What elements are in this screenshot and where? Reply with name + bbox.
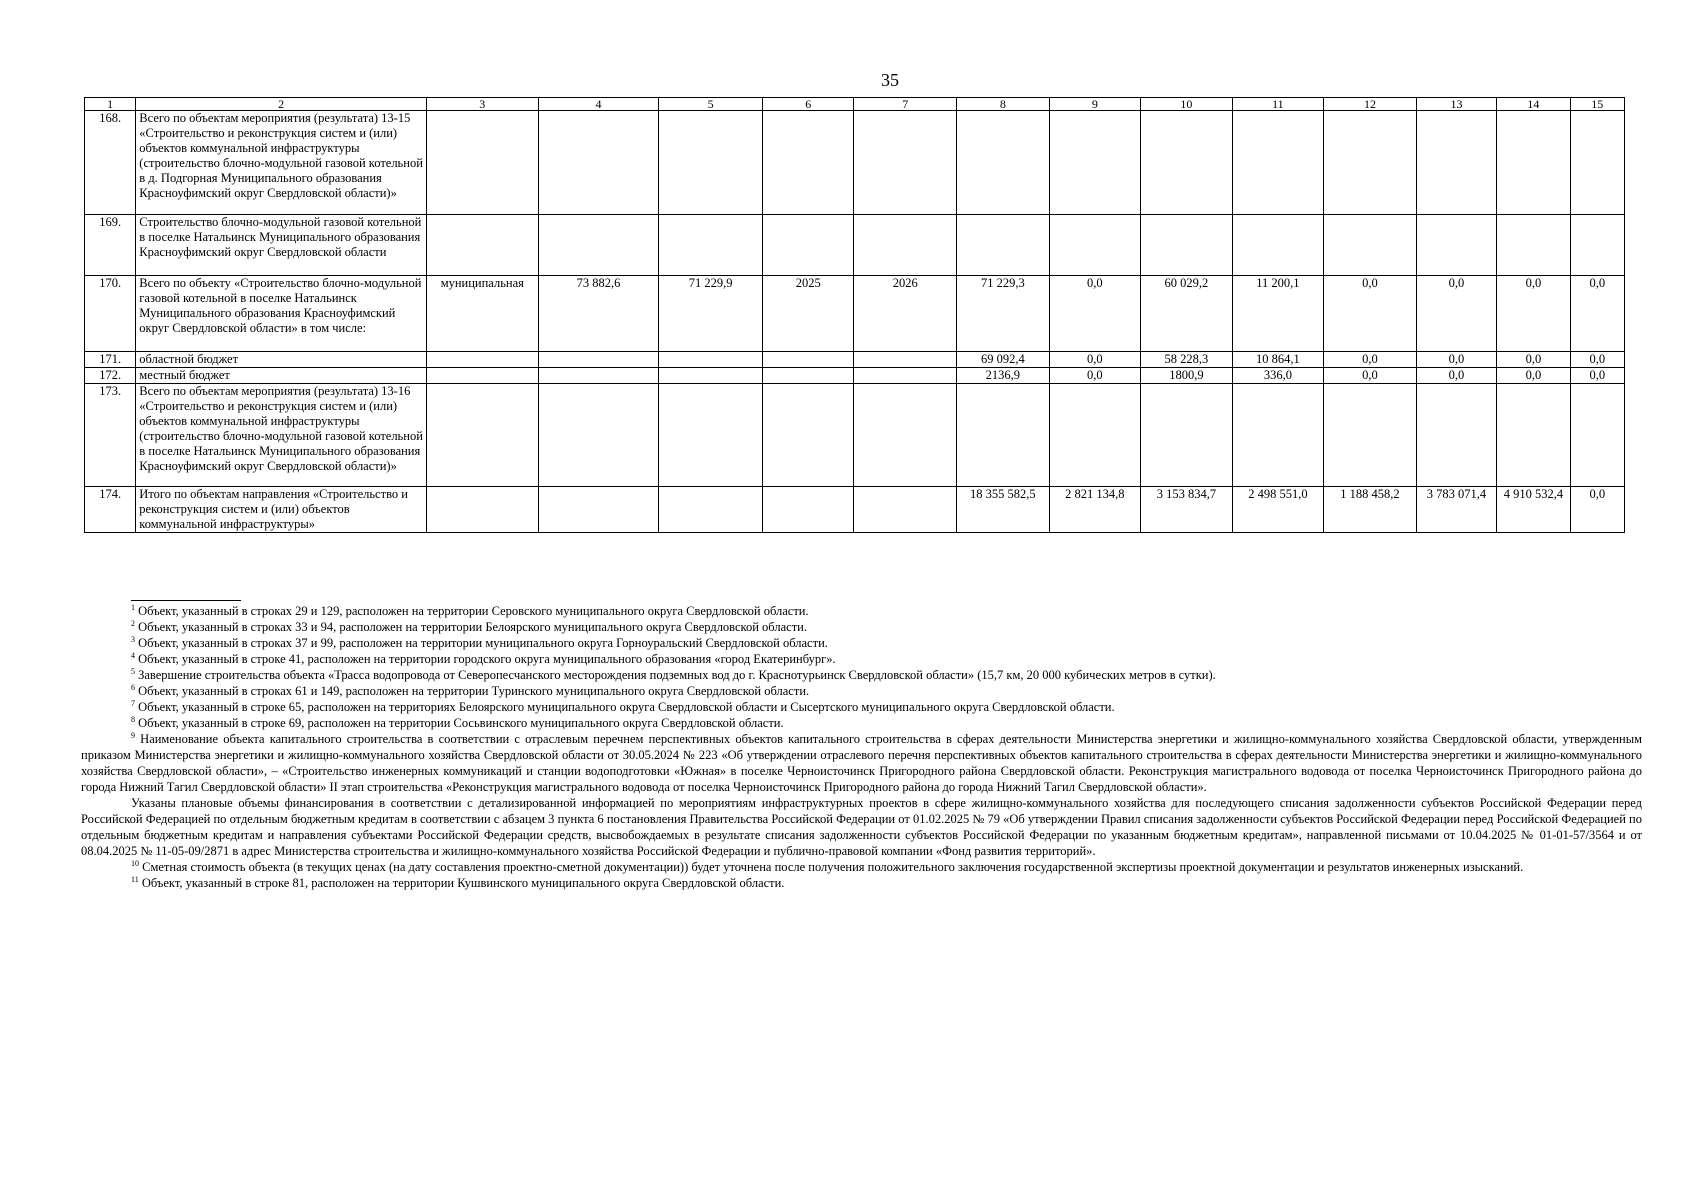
footnote [81,875,1642,891]
footnote [81,731,1642,795]
footnote-mark: 6 [131,682,135,692]
cell-col-13: 0,0 [1416,352,1496,368]
cell-col-10 [1141,384,1233,487]
cell-col-3 [426,215,538,276]
column-header-6: 6 [762,98,854,111]
footnote-text: Сметная стоимость объекта (в текущих ценах (на дату составления проектно-сметной документации)) будет уточнена после получения положительного заключения государственной экспертизы проектной документации и результатов инженерных изысканий. [142,860,1524,874]
cell-col-12 [1324,384,1417,487]
cell-col-6 [762,487,854,533]
cell-col-8 [957,215,1050,276]
cell-col-15: 0,0 [1570,276,1624,352]
footnote-mark: 4 [131,650,135,660]
cell-col-13 [1416,111,1496,215]
cell-col-9 [1049,215,1141,276]
cell-col-6 [762,384,854,487]
column-header-13: 13 [1416,98,1496,111]
cell-col-11: 11 200,1 [1232,276,1324,352]
cell-col-11: 10 864,1 [1232,352,1324,368]
column-header-15: 15 [1570,98,1624,111]
row-number: 170. [85,276,136,352]
cell-col-14: 0,0 [1497,368,1570,384]
cell-col-6 [762,111,854,215]
row-number: 168. [85,111,136,215]
cell-col-14 [1497,215,1570,276]
cell-col-7 [854,487,957,533]
cell-col-12 [1324,111,1417,215]
footnote [81,859,1642,875]
footnote [81,619,1642,635]
cell-col-7 [854,111,957,215]
column-header-3: 3 [426,98,538,111]
cell-col-14 [1497,384,1570,487]
row-number: 174. [85,487,136,533]
cell-col-10: 1800,9 [1141,368,1233,384]
footnote-mark: 8 [131,714,135,724]
row-number: 173. [85,384,136,487]
cell-col-13: 0,0 [1416,368,1496,384]
footnote [81,651,1642,667]
table-row [85,276,1625,352]
row-name: Всего по объектам мероприятия (результата) 13-16 «Строительство и реконструкция систем и (или) объектов коммунальной инфраструктуры (строительство блочно-модульной газовой котельной в поселке Натальинск Муниципального образования Красноуфимский округ Свердловской области)» [136,384,427,487]
column-header-12: 12 [1324,98,1417,111]
footnote-text: Объект, указанный в строках 33 и 94, расположен на территории Белоярского муниципального округа Свердловской области. [138,620,807,634]
footnote-text: Объект, указанный в строках 61 и 149, расположен на территории Туринского муниципального округа Свердловской области. [138,684,810,698]
cell-col-14: 0,0 [1497,352,1570,368]
cell-col-10: 3 153 834,7 [1141,487,1233,533]
column-header-7: 7 [854,98,957,111]
cell-col-8 [957,111,1050,215]
cell-col-12: 1 188 458,2 [1324,487,1417,533]
cell-col-3 [426,352,538,368]
row-name: местный бюджет [136,368,427,384]
cell-col-3 [426,487,538,533]
cell-col-11 [1232,111,1324,215]
cell-col-7 [854,384,957,487]
cell-col-8: 69 092,4 [957,352,1050,368]
footnotes [81,600,1642,891]
cell-col-9 [1049,384,1141,487]
row-name: Всего по объекту «Строительство блочно-модульной газовой котельной в поселке Натальинск Муниципального образования Красноуфимский округ Свердловской области» в том числе: [136,276,427,352]
footnote-mark: 9 [131,730,135,740]
cell-col-4 [538,368,659,384]
footnote-mark: 7 [131,698,135,708]
footnote [81,635,1642,651]
footnote-text: Объект, указанный в строке 81, расположен на территории Кушвинского муниципального округа Свердловской области. [141,876,785,890]
footnote-mark: 1 [131,602,135,612]
footnote-text: Объект, указанный в строках 29 и 129, расположен на территории Серовского муниципального округа Свердловской области. [138,604,809,618]
table-row [85,352,1625,368]
cell-col-8 [957,384,1050,487]
column-header-5: 5 [659,98,763,111]
footnote-mark: 2 [131,618,135,628]
footnote [81,795,1642,859]
cell-col-3: муниципальная [426,276,538,352]
table-row [85,215,1625,276]
cell-col-10 [1141,215,1233,276]
footnote [81,603,1642,619]
table-row [85,487,1625,533]
cell-col-11 [1232,215,1324,276]
column-header-9: 9 [1049,98,1141,111]
cell-col-9: 2 821 134,8 [1049,487,1141,533]
footnote-text: Объект, указанный в строке 69, расположен на территории Сосьвинского муниципального округа Свердловской области. [138,716,784,730]
table-row [85,111,1625,215]
footnote-text: Объект, указанный в строке 41, расположен на территории городского округа муниципального образования «город Екатеринбург». [138,652,836,666]
footnote-text: Указаны плановые объемы финансирования в соответствии с детализированной информацией по мероприятиям инфраструктурных проектов в сфере жилищно-коммунального хозяйства для последующего списания задолженности субъектов Российской Федерации перед Российской Федерацией по отдельным бюджетным кредитам в соответствии с абзацем 3 пункта 6 постановления Правительства Российской Федерации от 01.02.2025 № 79 «Об утверждении Правил списания задолженности субъектов Российской Федерации перед Российской Федерацией по отдельным бюджетным кредитам и направления субъектами Российской Федерации средств, высвобождаемых в результате списания задолженности субъектов Российской Федерации по указанным бюджетным кредитам», направленной письмами от 10.04.2025 № 01-01-57/3564 и от 08.04.2025 № 11-05-09/2871 в адрес Министерства строительства и жилищно-коммунального хозяйства Российской Федерации и публично-правовой компании «Фонд развития территорий». [81,796,1642,858]
table-row [85,368,1625,384]
cell-col-5 [659,352,763,368]
cell-col-5 [659,384,763,487]
footnote-text: Объект, указанный в строке 65, расположен на территориях Белоярского муниципального округа Свердловской области и Сысертского муниципального округа Свердловской области. [138,700,1115,714]
footnote [81,683,1642,699]
footnote-text: Завершение строительства объекта «Трасса водопровода от Северопесчанского месторождения подземных вод до г. Краснотурьинск Свердловской области» (15,7 км, 20 000 кубических метров в сутки). [138,668,1216,682]
footnote-mark: 3 [131,634,135,644]
table-row [85,384,1625,487]
cell-col-3 [426,111,538,215]
financing-table [84,97,1625,533]
cell-col-14: 0,0 [1497,276,1570,352]
column-header-14: 14 [1497,98,1570,111]
cell-col-15 [1570,215,1624,276]
cell-col-4: 73 882,6 [538,276,659,352]
cell-col-12: 0,0 [1324,352,1417,368]
cell-col-5: 71 229,9 [659,276,763,352]
column-header-4: 4 [538,98,659,111]
row-number: 172. [85,368,136,384]
cell-col-11: 336,0 [1232,368,1324,384]
cell-col-15 [1570,384,1624,487]
cell-col-6 [762,352,854,368]
cell-col-4 [538,352,659,368]
column-header-1: 1 [85,98,136,111]
cell-col-13 [1416,384,1496,487]
footnote-mark: 11 [131,874,139,884]
cell-col-8: 18 355 582,5 [957,487,1050,533]
cell-col-11 [1232,384,1324,487]
cell-col-13 [1416,215,1496,276]
cell-col-5 [659,215,763,276]
footnote-text: Наименование объекта капитального строительства в соответствии с отраслевым перечнем перспективных объектов капитального строительства в сферах деятельности Министерства энергетики и жилищно-коммунального хозяйства Свердловской области, утвержденным приказом Министерства энергетики и жилищно-коммунального хозяйства Свердловской области от 30.05.2024 № 223 «Об утверждении отраслевого перечня перспективных объектов капитального строительства в сферах деятельности Министерства энергетики и жилищно-коммунального хозяйства Свердловской области», – «Строительство инженерных коммуникаций и станции водоподготовки «Южная» в поселке Черноисточинск Пригородного района Свердловской области. Реконструкция магистрального водовода от поселка Черноисточинск Пригородного района до города Нижний Тагил Свердловской области» II этап строительства «Реконструкция магистрального водовода от поселка Черноисточинск Пригородного района до города Нижний Тагил Свердловской области». [81,732,1643,794]
footnote-mark: 5 [131,666,135,676]
cell-col-8: 71 229,3 [957,276,1050,352]
column-header-10: 10 [1141,98,1233,111]
cell-col-7 [854,368,957,384]
footnote [81,715,1642,731]
cell-col-15: 0,0 [1570,368,1624,384]
cell-col-9 [1049,111,1141,215]
cell-col-13: 3 783 071,4 [1416,487,1496,533]
cell-col-8: 2136,9 [957,368,1050,384]
footnote-mark: 10 [131,858,139,868]
cell-col-3 [426,368,538,384]
footnote-separator [131,600,241,601]
cell-col-11: 2 498 551,0 [1232,487,1324,533]
cell-col-12: 0,0 [1324,368,1417,384]
row-number: 171. [85,352,136,368]
row-name: Итого по объектам направления «Строительство и реконструкция систем и (или) объектов коммунальной инфраструктуры» [136,487,427,533]
column-number-row [85,98,1625,111]
cell-col-4 [538,215,659,276]
page-number: 35 [881,70,899,90]
footnote [81,667,1642,683]
cell-col-13: 0,0 [1416,276,1496,352]
column-header-8: 8 [957,98,1050,111]
footnote-text: Объект, указанный в строках 37 и 99, расположен на территории муниципального округа Горноуральский Свердловской области. [138,636,828,650]
cell-col-7: 2026 [854,276,957,352]
cell-col-6 [762,215,854,276]
cell-col-10: 58 228,3 [1141,352,1233,368]
cell-col-15: 0,0 [1570,352,1624,368]
cell-col-9: 0,0 [1049,352,1141,368]
cell-col-5 [659,111,763,215]
cell-col-10: 60 029,2 [1141,276,1233,352]
cell-col-9: 0,0 [1049,276,1141,352]
cell-col-6: 2025 [762,276,854,352]
cell-col-6 [762,368,854,384]
cell-col-5 [659,487,763,533]
row-name: Всего по объектам мероприятия (результата) 13-15 «Строительство и реконструкция систем и (или) объектов коммунальной инфраструктуры (строительство блочно-модульной газовой котельной в д. Подгорная Муниципального образования Красноуфимский округ Свердловской области)» [136,111,427,215]
column-header-11: 11 [1232,98,1324,111]
row-number: 169. [85,215,136,276]
cell-col-14: 4 910 532,4 [1497,487,1570,533]
cell-col-15 [1570,111,1624,215]
cell-col-15: 0,0 [1570,487,1624,533]
footnote [81,699,1642,715]
row-name: областной бюджет [136,352,427,368]
cell-col-4 [538,111,659,215]
cell-col-5 [659,368,763,384]
cell-col-4 [538,487,659,533]
column-header-2: 2 [136,98,427,111]
cell-col-4 [538,384,659,487]
cell-col-12: 0,0 [1324,276,1417,352]
cell-col-12 [1324,215,1417,276]
cell-col-7 [854,215,957,276]
cell-col-3 [426,384,538,487]
cell-col-14 [1497,111,1570,215]
cell-col-7 [854,352,957,368]
cell-col-9: 0,0 [1049,368,1141,384]
cell-col-10 [1141,111,1233,215]
row-name: Строительство блочно-модульной газовой котельной в поселке Натальинск Муниципального образования Красноуфимский округ Свердловской области [136,215,427,276]
